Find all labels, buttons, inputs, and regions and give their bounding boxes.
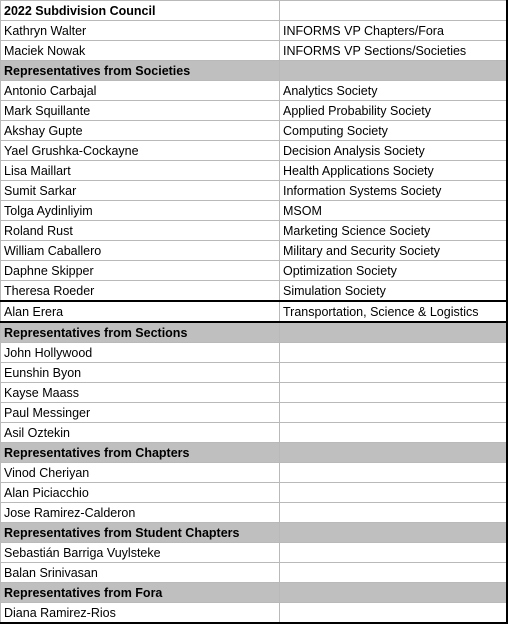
section-heading[interactable]: Representatives from Student Chapters <box>1 523 280 543</box>
table-row <box>1 383 507 403</box>
role-cell[interactable]: Decision Analysis Society <box>280 141 507 161</box>
role-cell[interactable] <box>280 383 507 403</box>
role-cell[interactable]: INFORMS VP Chapters/Fora <box>280 21 507 41</box>
section-header-chapters <box>1 443 507 463</box>
name-cell[interactable]: Lisa Maillart <box>1 161 280 181</box>
empty-cell[interactable] <box>280 61 507 81</box>
table-row <box>1 101 507 121</box>
name-cell[interactable]: Eunshin Byon <box>1 363 280 383</box>
table-row <box>1 543 507 563</box>
section-heading[interactable]: Representatives from Chapters <box>1 443 280 463</box>
title-row <box>1 1 507 21</box>
table-row <box>1 181 507 201</box>
name-cell[interactable]: Theresa Roeder <box>1 281 280 302</box>
table-row <box>1 201 507 221</box>
role-cell[interactable]: INFORMS VP Sections/Societies <box>280 41 507 61</box>
name-cell[interactable]: Alan Piciacchio <box>1 483 280 503</box>
section-header-student-chapters <box>1 523 507 543</box>
table-row <box>1 261 507 281</box>
section-header-sections <box>1 322 507 343</box>
role-cell[interactable] <box>280 363 507 383</box>
name-cell[interactable]: Kathryn Walter <box>1 21 280 41</box>
empty-cell[interactable] <box>280 443 507 463</box>
empty-cell[interactable] <box>280 322 507 343</box>
table-row <box>1 403 507 423</box>
role-cell[interactable]: Marketing Science Society <box>280 221 507 241</box>
table-row <box>1 463 507 483</box>
name-cell[interactable]: Jose Ramirez-Calderon <box>1 503 280 523</box>
role-cell[interactable] <box>280 483 507 503</box>
table-row <box>1 221 507 241</box>
name-cell[interactable]: Daphne Skipper <box>1 261 280 281</box>
table-row <box>1 41 507 61</box>
table-row <box>1 161 507 181</box>
table-row <box>1 121 507 141</box>
table-row <box>1 363 507 383</box>
role-cell[interactable] <box>280 543 507 563</box>
table-row <box>1 603 507 624</box>
name-cell[interactable]: Roland Rust <box>1 221 280 241</box>
table-row <box>1 141 507 161</box>
table-row <box>1 21 507 41</box>
name-cell[interactable]: John Hollywood <box>1 343 280 363</box>
section-heading[interactable]: Representatives from Fora <box>1 583 280 603</box>
name-cell[interactable]: Paul Messinger <box>1 403 280 423</box>
role-cell[interactable] <box>280 503 507 523</box>
title-cell[interactable]: 2022 Subdivision Council <box>1 1 280 21</box>
role-cell[interactable] <box>280 463 507 483</box>
empty-cell[interactable] <box>280 583 507 603</box>
name-cell[interactable]: Antonio Carbajal <box>1 81 280 101</box>
role-cell[interactable]: MSOM <box>280 201 507 221</box>
name-cell[interactable]: Akshay Gupte <box>1 121 280 141</box>
role-cell[interactable]: Simulation Society <box>280 281 507 302</box>
name-cell[interactable]: William Caballero <box>1 241 280 261</box>
empty-cell[interactable] <box>280 523 507 543</box>
section-heading[interactable]: Representatives from Sections <box>1 322 280 343</box>
role-cell[interactable] <box>280 423 507 443</box>
section-header-societies <box>1 61 507 81</box>
table-row <box>1 81 507 101</box>
table-row <box>1 281 507 302</box>
role-cell[interactable]: Computing Society <box>280 121 507 141</box>
role-cell[interactable] <box>280 563 507 583</box>
empty-cell[interactable] <box>280 1 507 21</box>
role-cell[interactable] <box>280 343 507 363</box>
name-cell[interactable]: Mark Squillante <box>1 101 280 121</box>
role-cell[interactable] <box>280 403 507 423</box>
role-cell[interactable]: Applied Probability Society <box>280 101 507 121</box>
role-cell[interactable]: Optimization Society <box>280 261 507 281</box>
name-cell[interactable]: Tolga Aydinliyim <box>1 201 280 221</box>
table-row <box>1 301 507 322</box>
name-cell[interactable]: Vinod Cheriyan <box>1 463 280 483</box>
name-cell[interactable]: Balan Srinivasan <box>1 563 280 583</box>
name-cell[interactable]: Sumit Sarkar <box>1 181 280 201</box>
section-header-fora <box>1 583 507 603</box>
table-row <box>1 563 507 583</box>
role-cell[interactable]: Transportation, Science & Logistics <box>280 301 507 322</box>
name-cell[interactable]: Maciek Nowak <box>1 41 280 61</box>
role-cell[interactable]: Health Applications Society <box>280 161 507 181</box>
role-cell[interactable]: Military and Security Society <box>280 241 507 261</box>
name-cell[interactable]: Sebastián Barriga Vuylsteke <box>1 543 280 563</box>
table-row <box>1 241 507 261</box>
table-row <box>1 483 507 503</box>
name-cell[interactable]: Asil Oztekin <box>1 423 280 443</box>
role-cell[interactable]: Information Systems Society <box>280 181 507 201</box>
name-cell[interactable]: Yael Grushka-Cockayne <box>1 141 280 161</box>
role-cell[interactable]: Analytics Society <box>280 81 507 101</box>
table-row <box>1 423 507 443</box>
table-row <box>1 503 507 523</box>
name-cell[interactable]: Kayse Maass <box>1 383 280 403</box>
name-cell[interactable]: Diana Ramirez-Rios <box>1 603 280 624</box>
table-row <box>1 343 507 363</box>
section-heading[interactable]: Representatives from Societies <box>1 61 280 81</box>
name-cell[interactable]: Alan Erera <box>1 301 280 322</box>
role-cell[interactable] <box>280 603 507 624</box>
